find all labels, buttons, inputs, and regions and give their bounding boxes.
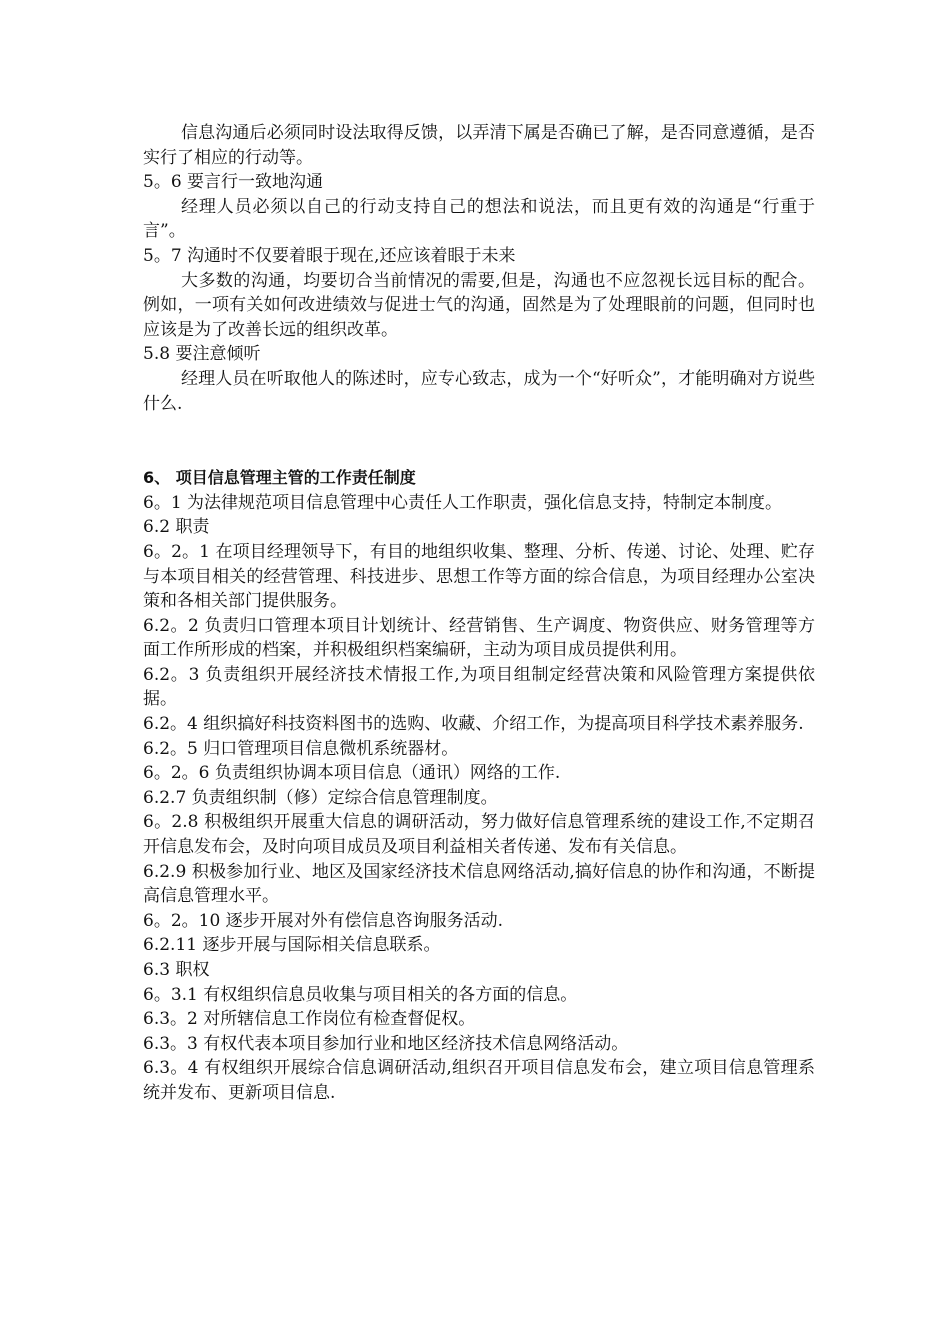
heading-5-8: 5.8 要注意倾听 (143, 344, 261, 365)
section-6-title: 6、 项目信息管理主管的工作责任制度 (143, 468, 416, 488)
item-6-2-9: 6.2.9 积极参加行业、地区及国家经济技术信息网络活动,搞好信息的协作和沟通，不断提高信息管理水平。 (143, 861, 815, 907)
item-6-2-6: 6。2。6 负责组织协调本项目信息（通讯）网络的工作. (143, 763, 561, 784)
heading-5-6: 5。6 要言行一致地沟通 (143, 172, 324, 193)
item-6-2-10: 6。2。10 逐步开展对外有偿信息咨询服务活动. (143, 910, 504, 931)
item-6-2-3: 6.2。3 负责组织开展经济技术情报工作,为项目组制定经营决策和风险管理方案提供依据。 (143, 664, 815, 710)
section-spacer (143, 416, 815, 466)
heading-6-2: 6.2 职责 (143, 517, 210, 538)
paragraph-6-1: 6。1 为法律规范项目信息管理中心责任人工作职责，强化信息支持，特制定本制度。 (143, 492, 783, 513)
item-6-2-8: 6。2.8 积极组织开展重大信息的调研活动，努力做好信息管理系统的建设工作,不定期召开信息发布会，及时向项目成员及项目利益相关者传递、发布有关信息。 (143, 812, 815, 858)
item-6-2-11: 6.2.11 逐步开展与国际相关信息联系。 (143, 935, 441, 956)
heading-6-3: 6.3 职权 (143, 960, 210, 980)
paragraph-5-8: 经理人员在听取他人的陈述时，应专心致志，成为一个“好听众”，才能明确对方说些什么. (143, 368, 815, 414)
item-6-3-1: 6。3.1 有权组织信息员收集与项目相关的各方面的信息。 (143, 984, 578, 1005)
item-6-2-4: 6.2。4 组织搞好科技资料图书的选购、收藏、介绍工作，为提高项目科学技术素养服务. (143, 714, 804, 735)
paragraph-5-7: 大多数的沟通，均要切合当前情况的需要,但是，沟通也不应忽视长远目标的配合。例如，一项有关如何改进绩效与促进士气的沟通，固然是为了处理眼前的问题，但同时也应该是为了改善长远的组织改革。 (143, 270, 815, 340)
paragraph-feedback: 信息沟通后必须同时设法取得反馈，以弄清下属是否确已了解，是否同意遵循，是否实行了相应的行动等。 (143, 123, 815, 168)
document-page (143, 121, 815, 1106)
heading-5-7: 5。7 沟通时不仅要着眼于现在,还应该着眼于未来 (143, 245, 516, 266)
item-6-3-2: 6.3。2 对所辖信息工作岗位有检查督促权。 (143, 1009, 476, 1030)
item-6-3-4: 6.3。4 有权组织开展综合信息调研活动,组织召开项目信息发布会，建立项目信息管理系统并发布、更新项目信息. (143, 1058, 815, 1103)
item-6-2-2: 6.2。2 负责归口管理本项目计划统计、经营销售、生产调度、物资供应、财务管理等方面工作所形成的档案，并积极组织档案编研，主动为项目成员提供利用。 (143, 615, 815, 661)
item-6-2-7: 6.2.7 负责组织制（修）定综合信息管理制度。 (143, 787, 498, 808)
paragraph-5-6: 经理人员必须以自己的行动支持自己的想法和说法，而且更有效的沟通是“行重于言”。 (143, 196, 815, 242)
item-6-3-3: 6.3。3 有权代表本项目参加行业和地区经济技术信息网络活动。 (143, 1033, 629, 1054)
item-6-2-5: 6.2。5 归口管理项目信息微机系统器材。 (143, 738, 459, 759)
item-6-2-1: 6。2。1 在项目经理领导下，有目的地组织收集、整理、分析、传递、讨论、处理、贮存与本项目相关的经营管理、科技进步、思想工作等方面的综合信息，为项目经理办公室决策和各相关部门提供服务。 (143, 541, 815, 612)
